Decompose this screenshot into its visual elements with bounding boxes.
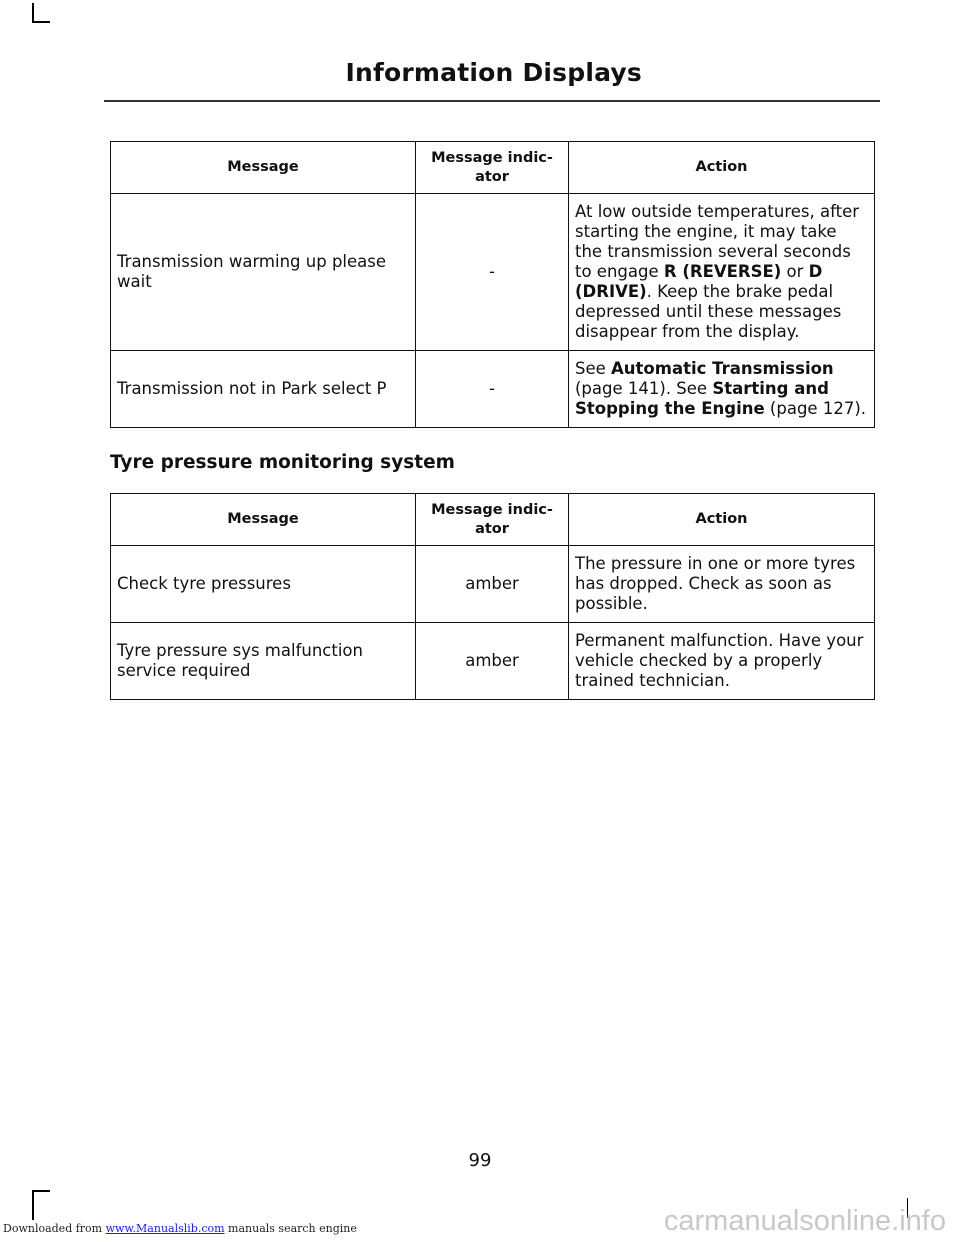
column-header-indicator: Message indic- ator xyxy=(416,142,569,194)
page-number: 99 xyxy=(468,1150,492,1171)
table-row xyxy=(111,194,875,351)
crop-mark xyxy=(32,3,34,21)
crop-mark xyxy=(32,21,50,23)
watermark: carmanualsonline.info xyxy=(663,1205,946,1237)
table-row xyxy=(111,546,875,623)
action-text: or xyxy=(781,262,809,281)
table-row xyxy=(111,351,875,428)
column-header-message: Message xyxy=(111,142,416,194)
action-cell: Permanent malfunction. Have your vehicle checked by a properly trained technician. xyxy=(569,623,875,700)
action-text: See xyxy=(575,359,612,378)
message-cell: Transmission warming up please wait xyxy=(111,194,416,351)
indicator-cell: - xyxy=(416,351,569,428)
table-header-row xyxy=(111,142,875,194)
table-row xyxy=(111,623,875,700)
column-header-action: Action xyxy=(569,494,875,546)
table-header-row xyxy=(111,494,875,546)
action-cell xyxy=(569,351,875,428)
action-cell xyxy=(569,194,875,351)
action-text: (page 141). See xyxy=(575,379,713,398)
cross-reference-link: Automatic Transmission xyxy=(611,359,834,378)
section-heading: Tyre pressure monitoring system xyxy=(110,452,455,473)
action-bold-ref: R (REVERSE) xyxy=(663,262,782,281)
action-text: At low outside temperatures, after starting the engine, it may take the transmission several seconds to engage xyxy=(575,202,860,281)
transmission-messages-table xyxy=(110,141,875,428)
indicator-cell: - xyxy=(416,194,569,351)
tyre-pressure-messages-table xyxy=(110,493,875,700)
footer-prefix: Downloaded from xyxy=(3,1222,106,1235)
indicator-cell: amber xyxy=(416,546,569,623)
crop-mark xyxy=(32,1190,34,1220)
action-bold-ref: D (DRIVE) xyxy=(575,262,823,301)
message-cell: Tyre pressure sys malfunction service required xyxy=(111,623,416,700)
message-cell: Check tyre pressures xyxy=(111,546,416,623)
cross-reference-link: Starting and Stopping the Engine xyxy=(575,379,829,418)
message-cell: Transmission not in Park select P xyxy=(111,351,416,428)
action-cell: The pressure in one or more tyres has dropped. Check as soon as possible. xyxy=(569,546,875,623)
action-text: . Keep the brake pedal depressed until these messages disappear from the display. xyxy=(575,282,842,341)
column-header-indicator: Message indic- ator xyxy=(416,494,569,546)
column-header-message: Message xyxy=(111,494,416,546)
page-title: Information Displays xyxy=(345,58,642,87)
indicator-cell: amber xyxy=(416,623,569,700)
manualslib-link[interactable]: www.Manualslib.com xyxy=(105,1222,225,1235)
footer-suffix: manuals search engine xyxy=(224,1222,357,1235)
crop-mark xyxy=(32,1190,50,1192)
header-divider xyxy=(104,100,880,102)
action-text: (page 127). xyxy=(764,399,866,418)
column-header-action: Action xyxy=(569,142,875,194)
download-footer xyxy=(3,1222,357,1235)
